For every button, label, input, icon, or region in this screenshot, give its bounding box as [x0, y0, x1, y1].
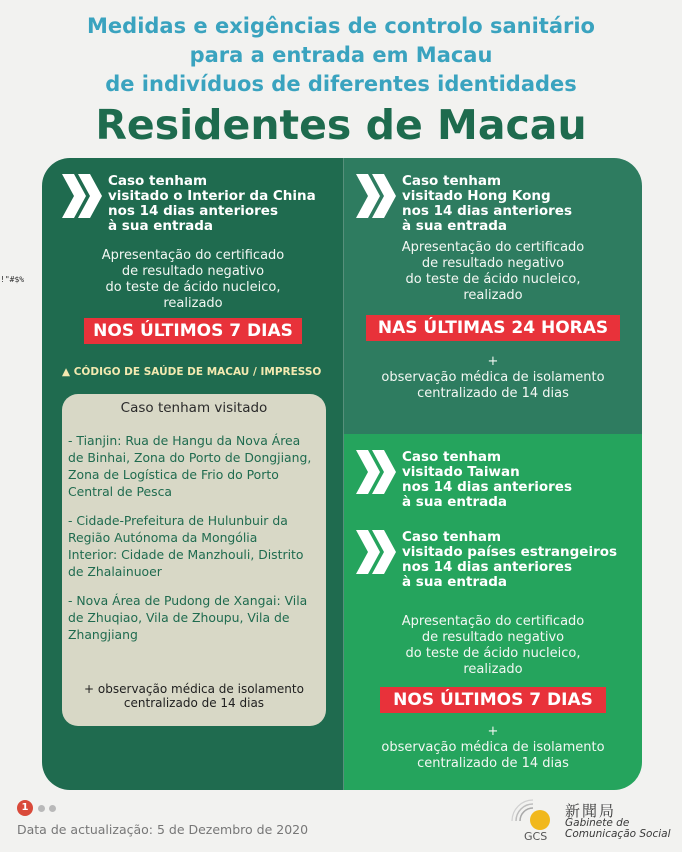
- area-item-tianjin: [68, 432, 324, 500]
- text-line: de resultado negativo: [121, 264, 265, 279]
- page-indicator-dot[interactable]: [49, 805, 56, 812]
- area-line: Central de Pesca: [68, 484, 172, 499]
- logo-line: Comunicação Social: [565, 828, 671, 840]
- badge-7-days: NOS ÚLTIMOS 7 DIAS: [380, 687, 606, 713]
- text-line: observação médica de isolamento: [381, 370, 605, 385]
- text-line: do teste de ácido nucleico,: [405, 646, 581, 661]
- area-item-pudong: [68, 592, 324, 643]
- heading-mainland: [108, 174, 316, 234]
- panel-taiwan-foreign: [344, 434, 642, 790]
- heading-line: visitado o Interior da China: [108, 188, 316, 204]
- chevron-double-icon: [354, 448, 398, 496]
- requirement-text: [344, 614, 642, 678]
- heading-line: à sua entrada: [402, 218, 508, 234]
- logo-line: Gabinete de: [565, 817, 630, 829]
- text-line: +: [487, 724, 499, 739]
- heading-line: à sua entrada: [402, 574, 508, 590]
- area-line: Região Autónoma da Mongólia: [68, 530, 258, 545]
- requirement-text: [42, 248, 344, 312]
- text-line: +: [487, 354, 499, 369]
- logo-emblem-text: GCS: [524, 830, 548, 843]
- update-date: Data de actualização: 5 de Dezembro de 2020: [17, 822, 309, 837]
- area-line: - Nova Área de Pudong de Xangai: Vila: [68, 593, 308, 608]
- text-line: observação médica de isolamento: [381, 740, 605, 755]
- text-line: + observação médica de isolamento: [84, 682, 304, 696]
- heading-line: nos 14 dias anteriores: [402, 479, 572, 495]
- text-line: do teste de ácido nucleico,: [405, 272, 581, 287]
- text-line: realizado: [163, 296, 223, 311]
- heading-line: à sua entrada: [402, 494, 508, 510]
- area-line: Zhangjiang: [68, 627, 138, 642]
- heading-line: visitado países estrangeiros: [402, 544, 618, 560]
- heading-line: à sua entrada: [108, 218, 214, 234]
- page-title: Residentes de Macau: [95, 101, 587, 149]
- area-line: de Zhalainuoer: [68, 564, 162, 579]
- areas-footer: [62, 682, 326, 710]
- area-item-hulunbuir: [68, 512, 324, 580]
- area-line: Interior: Cidade de Manzhouli, Distrito: [68, 547, 304, 562]
- subtitle: [0, 12, 682, 99]
- text-line: realizado: [463, 288, 523, 303]
- badge-24-hours: NAS ÚLTIMAS 24 HORAS: [366, 315, 620, 341]
- heading-hong-kong: [402, 174, 572, 234]
- area-line: de Zhuqiao, Vila de Zhoupu, Vila de: [68, 610, 290, 625]
- area-line: - Cidade-Prefeitura de Hulunbuir da: [68, 513, 288, 528]
- text-line: do teste de ácido nucleico,: [105, 280, 281, 295]
- heading-line: Caso tenham: [402, 173, 502, 189]
- subtitle-line: Medidas e exigências de controlo sanitário: [87, 14, 595, 38]
- areas-title: Caso tenham visitado: [120, 400, 268, 416]
- heading-line: Caso tenham: [108, 173, 208, 189]
- chevron-double-icon: [354, 172, 398, 220]
- info-board: [42, 158, 642, 790]
- health-code-note: ▲ CÓDIGO DE SAÚDE DE MACAU / IMPRESSO: [62, 366, 322, 378]
- isolation-text: [344, 354, 642, 402]
- logo-portuguese-name: [565, 818, 671, 840]
- text-line: de resultado negativo: [421, 630, 565, 645]
- subtitle-line: de indivíduos de diferentes identidades: [105, 72, 577, 96]
- text-line: Apresentação do certificado: [401, 614, 585, 629]
- heading-taiwan: [402, 450, 572, 510]
- panel-mainland-china: [42, 158, 344, 790]
- area-line: - Tianjin: Rua de Hangu da Nova Área: [68, 433, 301, 448]
- header: [0, 12, 682, 148]
- heading-line: Caso tenham: [402, 449, 502, 465]
- text-line: realizado: [463, 662, 523, 677]
- panel-divider: [343, 158, 344, 790]
- text-line: centralizado de 14 dias: [123, 696, 265, 710]
- gcs-logo-icon: [510, 798, 556, 844]
- panel-hong-kong: [344, 158, 642, 434]
- text-line: Apresentação do certificado: [101, 248, 285, 263]
- page-indicator-dot[interactable]: [38, 805, 45, 812]
- isolation-text: [344, 724, 642, 772]
- chevron-double-icon: [354, 528, 398, 576]
- heading-line: nos 14 dias anteriores: [402, 203, 572, 219]
- text-line: centralizado de 14 dias: [417, 386, 569, 401]
- areas-box: [62, 394, 326, 726]
- subtitle-line: para a entrada em Macau: [189, 43, 493, 67]
- text-line: de resultado negativo: [421, 256, 565, 271]
- page-indicator-active[interactable]: 1: [17, 800, 33, 816]
- badge-7-days: NOS ÚLTIMOS 7 DIAS: [84, 318, 302, 344]
- chevron-double-icon: [60, 172, 104, 220]
- heading-line: visitado Taiwan: [402, 464, 520, 480]
- heading-line: nos 14 dias anteriores: [108, 203, 278, 219]
- text-line: Apresentação do certificado: [401, 240, 585, 255]
- heading-foreign-countries: [402, 530, 617, 590]
- area-line: Zona de Logística de Frio do Porto: [68, 467, 279, 482]
- heading-line: nos 14 dias anteriores: [402, 559, 572, 575]
- requirement-text: [344, 240, 642, 304]
- stray-text: !"#$%: [0, 275, 25, 284]
- heading-line: Caso tenham: [402, 529, 502, 545]
- area-line: de Binhai, Zona do Porto de Dongjiang,: [68, 450, 312, 465]
- logo-chinese-name: 新聞局: [565, 802, 617, 820]
- heading-line: visitado Hong Kong: [402, 188, 551, 204]
- text-line: centralizado de 14 dias: [417, 756, 569, 771]
